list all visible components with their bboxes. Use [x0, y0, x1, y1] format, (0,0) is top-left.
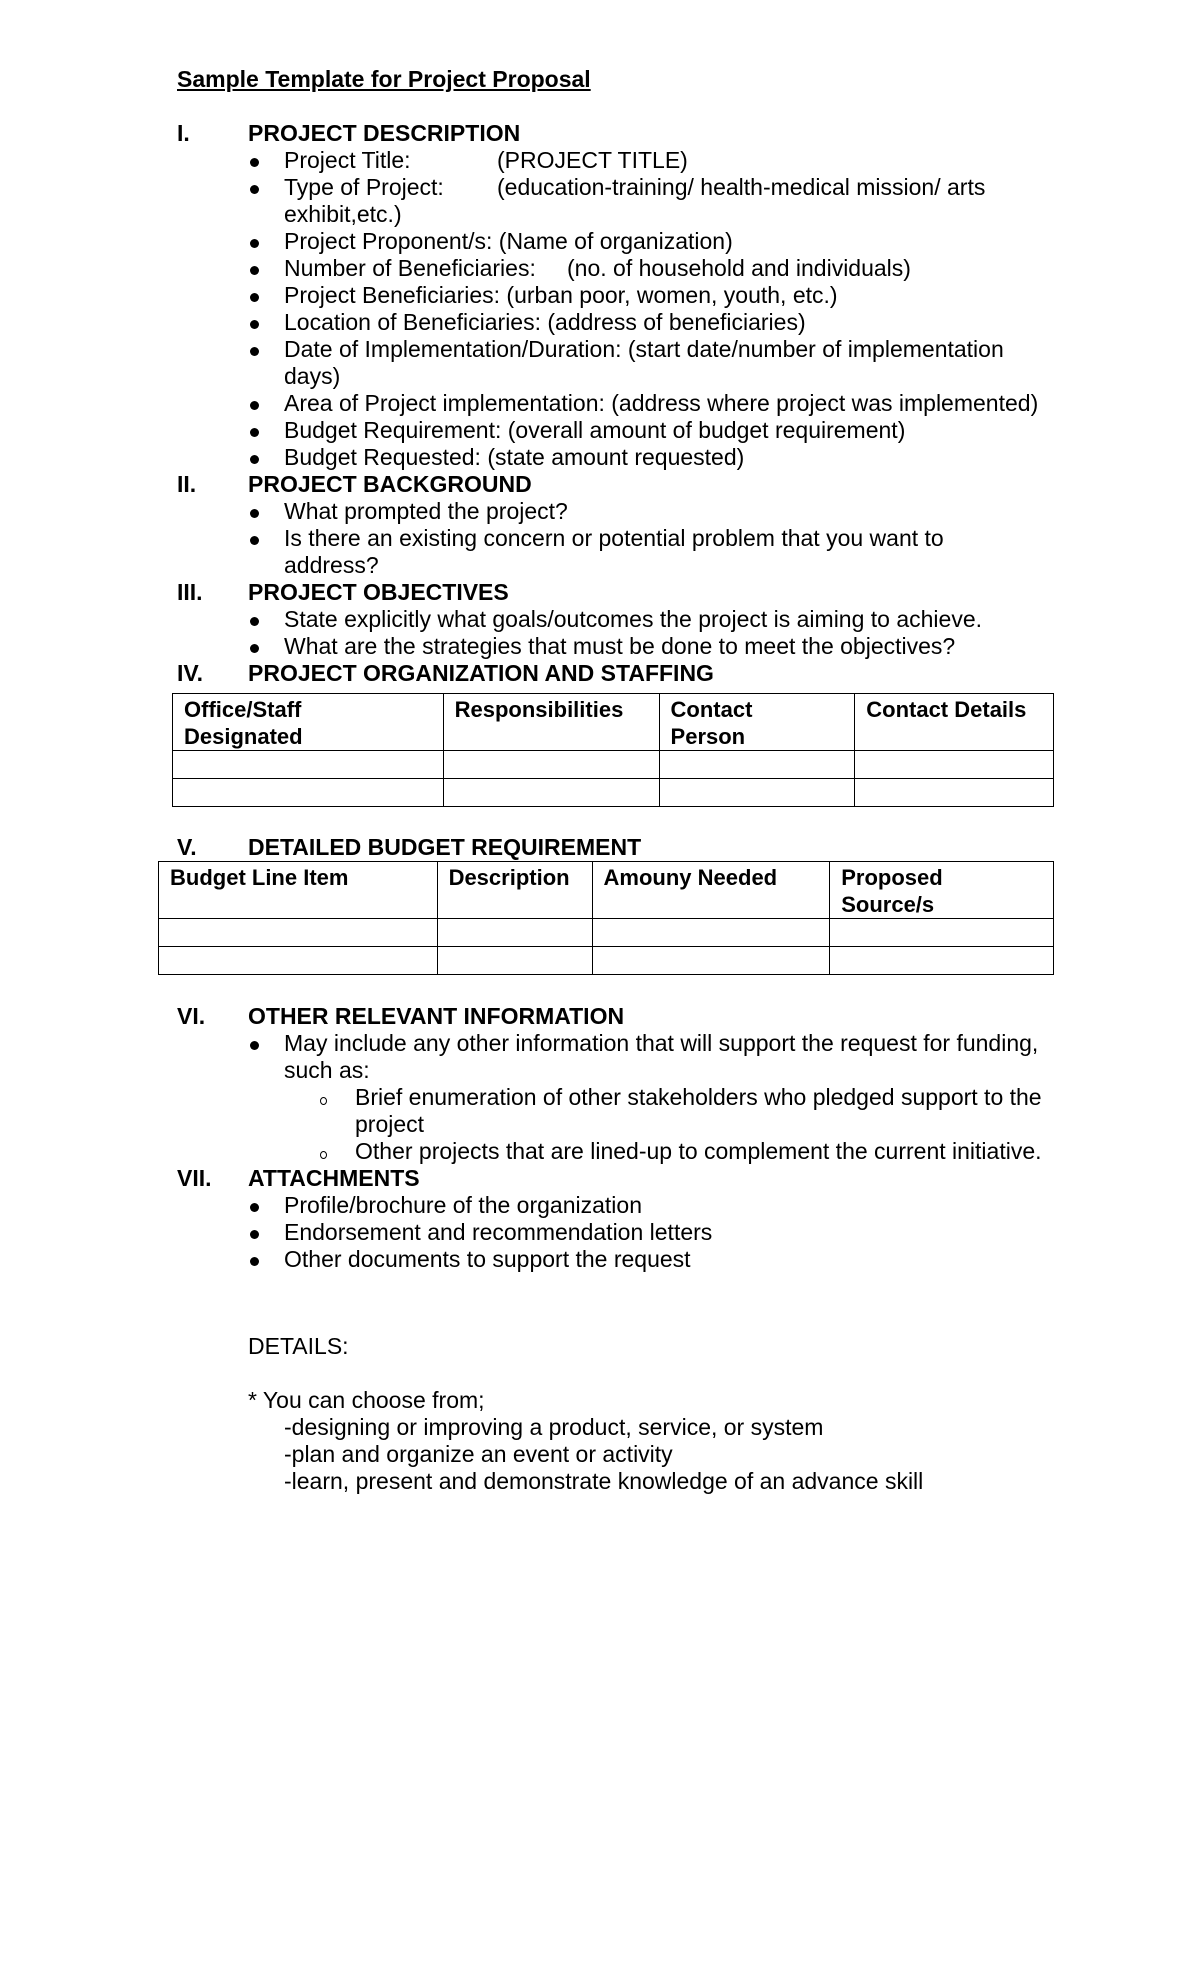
bullet-icon	[250, 617, 259, 626]
table-header-row	[159, 862, 1054, 919]
table-header-cell	[592, 862, 830, 919]
header-line: Designated	[184, 724, 303, 749]
table-cell[interactable]	[173, 779, 444, 807]
list-item-endorsement: Endorsement and recommendation letters	[284, 1219, 713, 1245]
table-cell[interactable]	[173, 751, 444, 779]
bullet-icon	[250, 185, 259, 194]
circle-bullet-icon	[320, 1097, 327, 1105]
section-title: PROJECT OBJECTIVES	[248, 579, 509, 605]
list-item-location: Location of Beneficiaries: (address of beneficiaries)	[284, 309, 806, 335]
list-item-number-of-beneficiaries	[284, 255, 911, 282]
header-line: Contact Details	[866, 697, 1027, 722]
table-header-cell	[159, 862, 438, 919]
table-cell[interactable]	[592, 947, 830, 975]
section-number: IV.	[177, 660, 204, 686]
details-option: -designing or improving a product, service, or system	[284, 1414, 824, 1440]
table-header-cell	[659, 694, 855, 751]
table-cell[interactable]	[659, 751, 855, 779]
section-4-heading	[177, 660, 714, 687]
bullet-icon	[250, 536, 259, 545]
header-line: Budget Line Item	[170, 865, 349, 890]
list-item-area: Area of Project implementation: (address where project was implemented)	[284, 390, 1039, 416]
list-item-concern: Is there an existing concern or potential problem that you want to	[284, 525, 944, 551]
list-item-continuation: days)	[284, 363, 341, 389]
header-line: Amouny Needed	[603, 865, 778, 890]
table-header-cell	[437, 862, 592, 919]
table-row	[159, 947, 1054, 975]
list-item-other-documents: Other documents to support the request	[284, 1246, 691, 1272]
bullet-icon	[250, 239, 259, 248]
table-header-row	[173, 694, 1054, 751]
section-number: VI.	[177, 1003, 206, 1029]
table-header-cell	[173, 694, 444, 751]
table-header-cell	[443, 694, 659, 751]
sub-item-stakeholders: Brief enumeration of other stakeholders who pledged support to the	[355, 1084, 1042, 1110]
item-value: (PROJECT TITLE)	[497, 147, 688, 173]
header-line: Description	[448, 865, 570, 890]
staffing-table	[172, 693, 1054, 807]
list-item-strategies: What are the strategies that must be done to meet the objectives?	[284, 633, 956, 659]
list-item-prompted: What prompted the project?	[284, 498, 568, 524]
details-label: DETAILS:	[248, 1333, 349, 1359]
bullet-icon	[250, 644, 259, 653]
header-line: Responsibilities	[454, 697, 624, 722]
section-title: DETAILED BUDGET REQUIREMENT	[248, 834, 642, 860]
table-cell[interactable]	[659, 779, 855, 807]
section-title: PROJECT DESCRIPTION	[248, 120, 521, 146]
section-number: II.	[177, 471, 197, 497]
budget-table	[158, 861, 1054, 975]
header-line: Proposed	[841, 865, 943, 890]
item-value: (no. of household and individuals)	[567, 255, 911, 281]
table-header-cell	[830, 862, 1054, 919]
list-item-goals: State explicitly what goals/outcomes the project is aiming to achieve.	[284, 606, 983, 632]
section-7-heading	[177, 1165, 420, 1192]
table-cell[interactable]	[159, 947, 438, 975]
list-item-project-title	[284, 147, 688, 174]
section-title: OTHER RELEVANT INFORMATION	[248, 1003, 625, 1029]
bullet-icon	[250, 1203, 259, 1212]
bullet-icon	[250, 1257, 259, 1266]
section-number: VII.	[177, 1165, 212, 1191]
table-row	[173, 751, 1054, 779]
bullet-icon	[250, 158, 259, 167]
list-item-budget-requirement: Budget Requirement: (overall amount of budget requirement)	[284, 417, 906, 443]
list-item-budget-requested: Budget Requested: (state amount requested)	[284, 444, 745, 470]
table-cell[interactable]	[443, 751, 659, 779]
table-header-cell	[855, 694, 1054, 751]
list-item-date: Date of Implementation/Duration: (start date/number of implementation	[284, 336, 1004, 362]
table-cell[interactable]	[443, 779, 659, 807]
list-item-continuation: exhibit,etc.)	[284, 201, 402, 227]
details-choose: * You can choose from;	[248, 1387, 485, 1413]
item-label: Type of Project:	[284, 174, 444, 200]
list-item-continuation: such as:	[284, 1057, 370, 1083]
bullet-icon	[250, 509, 259, 518]
bullet-icon	[250, 266, 259, 275]
section-number: V.	[177, 834, 197, 860]
circle-bullet-icon	[320, 1151, 327, 1159]
bullet-icon	[250, 1041, 259, 1050]
section-5-heading	[177, 834, 641, 861]
document-title: Sample Template for Project Proposal	[177, 66, 591, 92]
section-2-heading	[177, 471, 532, 498]
table-cell[interactable]	[855, 751, 1054, 779]
list-item-continuation: address?	[284, 552, 379, 578]
sub-item-continuation: project	[355, 1111, 425, 1137]
bullet-icon	[250, 455, 259, 464]
details-option: -plan and organize an event or activity	[284, 1441, 673, 1467]
table-row	[159, 919, 1054, 947]
header-line: Contact	[670, 697, 753, 722]
section-title: PROJECT BACKGROUND	[248, 471, 532, 497]
table-cell[interactable]	[592, 919, 830, 947]
section-number: I.	[177, 120, 190, 146]
sub-item-other-projects: Other projects that are lined-up to complement the current initiative.	[355, 1138, 1042, 1164]
bullet-icon	[250, 320, 259, 329]
section-6-heading	[177, 1003, 624, 1030]
list-item-profile: Profile/brochure of the organization	[284, 1192, 642, 1218]
item-label: Project Title:	[284, 147, 411, 173]
header-line: Source/s	[841, 892, 935, 917]
table-cell[interactable]	[830, 947, 1054, 975]
bullet-icon	[250, 1230, 259, 1239]
table-cell[interactable]	[437, 919, 592, 947]
section-number: III.	[177, 579, 203, 605]
bullet-icon	[250, 428, 259, 437]
section-title: ATTACHMENTS	[248, 1165, 420, 1191]
header-line: Office/Staff	[184, 697, 302, 722]
section-1-heading	[177, 120, 520, 147]
table-row	[173, 779, 1054, 807]
table-cell[interactable]	[830, 919, 1054, 947]
section-title: PROJECT ORGANIZATION AND STAFFING	[248, 660, 714, 686]
section-3-heading	[177, 579, 509, 606]
item-label: Number of Beneficiaries:	[284, 255, 536, 281]
table-cell[interactable]	[437, 947, 592, 975]
item-value: (education-training/ health-medical mission/ arts	[497, 174, 986, 200]
list-item-beneficiaries: Project Beneficiaries: (urban poor, women, youth, etc.)	[284, 282, 838, 308]
list-item-other-info: May include any other information that will support the request for funding,	[284, 1030, 1039, 1056]
table-cell[interactable]	[855, 779, 1054, 807]
details-option: -learn, present and demonstrate knowledge of an advance skill	[284, 1468, 924, 1494]
header-line: Person	[670, 724, 746, 749]
list-item-project-type	[284, 174, 985, 201]
bullet-icon	[250, 293, 259, 302]
list-item-proponent: Project Proponent/s: (Name of organization)	[284, 228, 733, 254]
bullet-icon	[250, 401, 259, 410]
table-cell[interactable]	[159, 919, 438, 947]
bullet-icon	[250, 347, 259, 356]
